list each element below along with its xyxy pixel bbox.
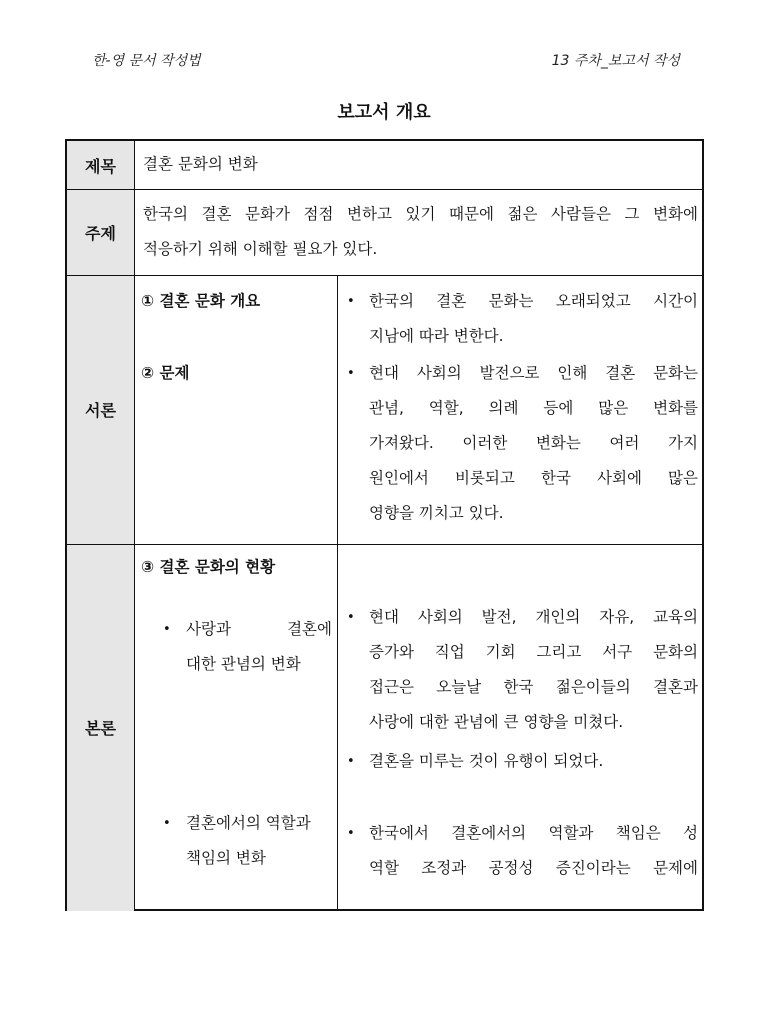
label-body: 본론 [67,544,135,911]
body-bullet-3 [369,816,698,886]
column-divider [337,275,338,911]
body-sub-topic-2 [186,806,332,876]
sub-topic-line: 사랑과 결혼에 [186,620,332,638]
bullet-icon: • [163,816,171,831]
bullet-line: 관념, 역할, 의례 등에 많은 변화를 [369,399,698,417]
bullet-icon: • [163,622,171,637]
label-subject: 제목 [67,141,135,189]
bullet-line: 한국의 결혼 문화는 오래되었고 시간이 [369,292,698,310]
sub-topic-line: 책임의 변화 [186,849,266,867]
row-divider [67,189,702,190]
intro-bullet-2 [369,356,698,531]
bullet-line: 현대 사회의 발전으로 인해 결혼 문화는 [369,364,698,382]
body-bullet-2: 결혼을 미루는 것이 유행이 되었다. [369,752,604,770]
theme-line: 한국의 결혼 문화가 점점 변하고 있기 때문에 젊은 사람들은 그 변화에 [143,205,698,223]
bullet-icon: • [347,366,355,381]
bullet-line: 현대 사회의 발전, 개인의 자유, 교육의 [369,608,698,626]
bullet-line: 원인에서 비롯되고 한국 사회에 많은 [369,469,698,487]
body-heading-status: ③ 결혼 문화의 현황 [141,558,276,576]
bullet-line: 영향을 끼치고 있다. [369,504,504,522]
theme-text [143,197,698,267]
intro-heading-problem: ② 문제 [141,364,190,382]
bullet-icon: • [347,294,355,309]
label-theme: 주제 [67,189,135,275]
theme-line: 적응하기 위해 이해할 필요가 있다. [143,240,378,258]
sub-topic-line: 결혼에서의 역할과 [186,814,311,832]
header-course-title: 한-영 문서 작성법 [92,53,201,69]
body-bullet-1 [369,600,698,740]
intro-bullet-1 [369,284,698,354]
bullet-line: 접근은 오늘날 한국 젊은이들의 결혼과 [369,678,698,696]
bullet-icon: • [347,754,355,769]
bullet-line: 역할 조정과 공정성 증진이라는 문제에 [369,859,698,877]
bullet-icon: • [347,826,355,841]
sub-topic-line: 대한 관념의 변화 [186,655,301,673]
bullet-icon: • [347,610,355,625]
label-intro: 서론 [67,275,135,544]
bullet-line: 사랑에 대한 관념에 큰 영향을 미쳤다. [369,713,624,731]
body-sub-topic-1 [186,612,332,682]
row-divider [67,275,702,276]
subject-text: 결혼 문화의 변화 [143,155,258,173]
page-title: 보고서 개요 [337,102,431,123]
bullet-line: 가져왔다. 이러한 변화는 여러 가지 [369,434,698,452]
intro-heading-overview: ① 결혼 문화 개요 [141,292,261,310]
bullet-line: 지남에 따라 변한다. [369,327,504,345]
header-week-label: 13 주차_보고서 작성 [551,53,680,69]
row-divider [67,544,702,545]
bullet-line: 증가와 직업 기회 그리고 서구 문화의 [369,643,698,661]
bullet-line: 한국에서 결혼에서의 역할과 책임은 성 [369,824,698,842]
outline-table [65,139,704,911]
